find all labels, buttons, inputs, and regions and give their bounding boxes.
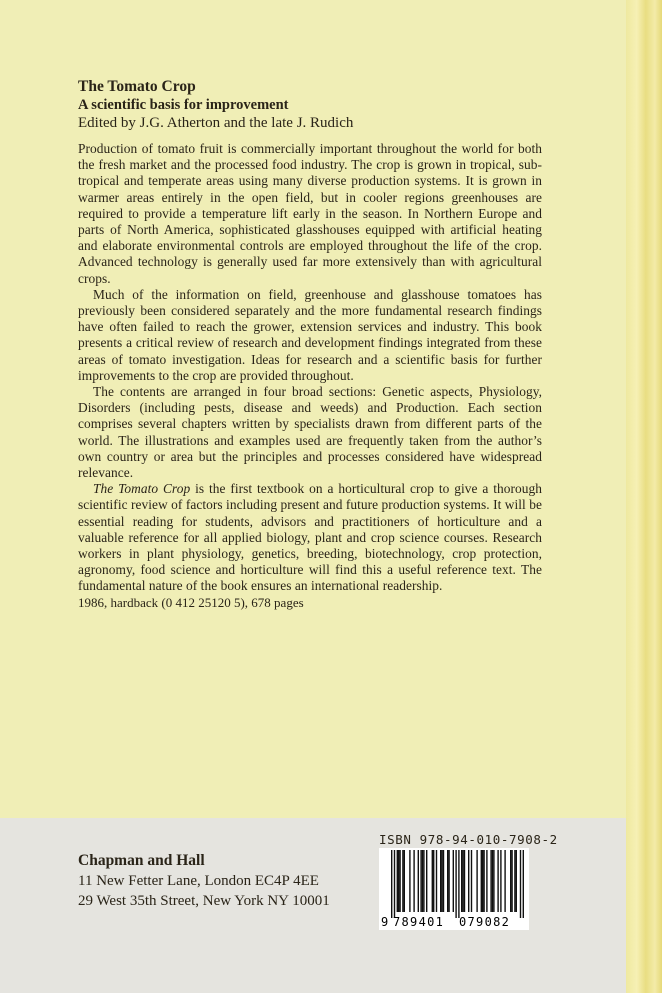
barcode-bar xyxy=(493,850,494,912)
barcode-bar xyxy=(420,850,421,912)
barcode-bar xyxy=(511,850,512,912)
description-paragraph: The contents are arranged in four broad sections: Genetic aspects, Physiology, Disorders (including pests, disease and weeds) and Production. Each section comprises several chapters written by specialists drawn from different parts of the world. The illustrations and examples used are frequently taken from the author’s own country or area but the principles and processes considered have widespread relevance. xyxy=(78,384,542,481)
barcode-bar xyxy=(404,850,405,912)
publisher-name: Chapman and Hall xyxy=(78,852,205,869)
barcode-bar xyxy=(497,850,498,912)
barcode-bar xyxy=(514,850,515,912)
barcode-bar xyxy=(458,850,459,918)
barcode-bar xyxy=(510,850,511,912)
barcode-bar xyxy=(441,850,442,912)
barcode-bar xyxy=(422,850,423,912)
barcode-bar xyxy=(476,850,477,912)
barcode-bar xyxy=(464,850,465,912)
paragraph-rest: is the first textbook on a horticultural crop to give a thorough scientific review of factors including present and future production systems. It will be essential reading for students, advisors and practitioners of horticulture and a valuable reference for all applied biology, plant and crop science courses. Research workers in plant physiology, genetics, breeding, biotechnology, crop protection, agronomy, food science and horticulture will find this a useful reference text. The fundamental nature of the book ensures an international readership. xyxy=(78,481,542,594)
barcode-bar xyxy=(471,850,472,912)
barcode-bar xyxy=(432,850,433,912)
barcode-bar xyxy=(523,850,524,918)
barcode-bar xyxy=(481,850,482,912)
back-cover-text xyxy=(78,78,542,611)
barcode-bar xyxy=(433,850,434,912)
barcode-bar xyxy=(391,850,392,918)
barcode-bar xyxy=(482,850,483,912)
barcode-bar xyxy=(447,850,448,912)
book-editors: Edited by J.G. Atherton and the late J. Rudich xyxy=(78,115,354,131)
barcode-bar xyxy=(409,850,410,912)
cover-edge-strip xyxy=(626,0,662,993)
description-paragraph: Much of the information on field, greenhouse and glasshouse tomatoes has previously been considered separately and the more fundamental research findings have often failed to reach the grower, extension services and industry. This book presents a critical review of research and development findings integrated from these areas of tomato investigation. Ideas for research and a scientific basis for further improvements to the crop are provided throughout. xyxy=(78,286,542,383)
barcode-bar xyxy=(490,850,491,912)
barcode-bar xyxy=(483,850,484,912)
barcode-digits-right: 079082 xyxy=(459,915,511,929)
barcode-bar xyxy=(443,850,444,912)
barcode-bar xyxy=(397,850,398,912)
barcode-bar xyxy=(516,850,517,912)
barcode-digits-left: 789401 xyxy=(393,915,445,929)
barcode-bar xyxy=(461,850,462,912)
barcode-bar xyxy=(413,850,414,912)
barcode-bar xyxy=(462,850,463,912)
barcode-bar xyxy=(520,850,521,918)
barcode-bar xyxy=(399,850,400,912)
barcode-bar xyxy=(394,850,395,918)
description-paragraph xyxy=(78,481,542,594)
barcode-bar xyxy=(398,850,399,912)
isbn-label: ISBN 978-94-010-7908-2 xyxy=(379,832,558,847)
barcode-bar xyxy=(453,850,454,912)
barcode-bar xyxy=(440,850,441,912)
barcode-bar xyxy=(448,850,449,912)
barcode-bar xyxy=(426,850,427,912)
barcode-bar xyxy=(418,850,419,912)
barcode-bar xyxy=(455,850,456,918)
book-title-italic: The Tomato Crop xyxy=(93,481,191,497)
publisher-address-newyork: 29 West 35th Street, New York NY 10001 xyxy=(78,893,330,909)
barcode-bar xyxy=(436,850,437,912)
barcode-bar xyxy=(492,850,493,912)
publication-info: 1986, hardback (0 412 25120 5), 678 pages xyxy=(78,594,304,610)
isbn-barcode xyxy=(379,848,529,930)
barcode-bar xyxy=(468,850,469,912)
book-subtitle: A scientific basis for improvement xyxy=(78,97,289,113)
barcode-bar xyxy=(500,850,501,912)
barcode-bar xyxy=(402,850,403,912)
publisher-block xyxy=(78,851,330,911)
barcode-bar xyxy=(423,850,424,912)
book-title: The Tomato Crop xyxy=(78,78,196,95)
barcode-bar xyxy=(504,850,505,912)
publisher-address-london: 11 New Fetter Lane, London EC4P 4EE xyxy=(78,873,319,889)
barcode-digit-first: 9 xyxy=(381,915,389,929)
description-paragraph: Production of tomato fruit is commercially important throughout the world for both the fresh market and the processed food industry. The crop is grown in tropical, sub-tropical and temperate areas using many diverse production systems. It is grown in warmer areas entirely in the open field, but in cooler regions greenhouses are required to provide a temperature lift early in the season. In Northern Europe and parts of North America, sophisticated glasshouses equipped with artificial heating and elaborate environmental controls are employed throughout the life of the crop. Advanced technology is generally used far more extensively than with agricultural crops. xyxy=(78,141,542,286)
barcode-bar xyxy=(486,850,487,912)
